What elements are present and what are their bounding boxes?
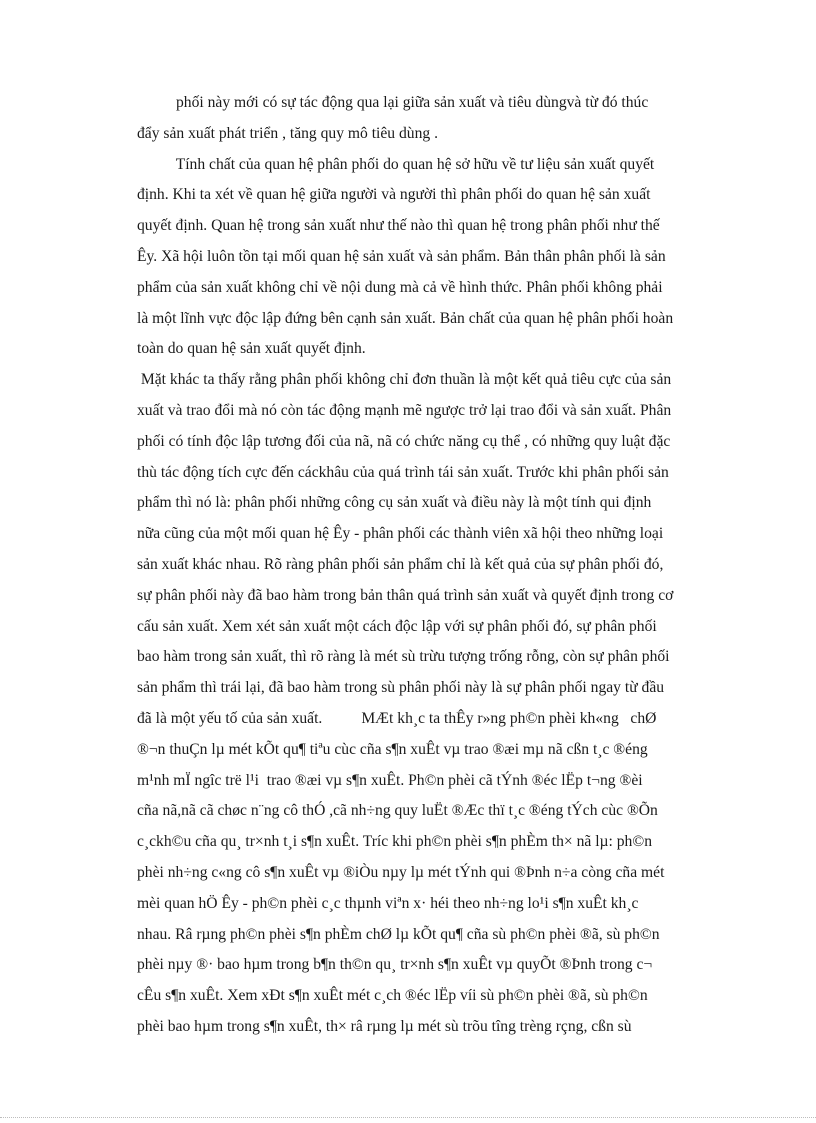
- text-line: quyết định. Quan hệ trong sản xuất như thế nào thì quan hệ trong phân phối như thế: [137, 217, 660, 235]
- text-line: Êy. Xã hội luôn tồn tại mối quan hệ sản xuất và sản phẩm. Bản thân phân phối là sản: [137, 247, 666, 265]
- text-line: cấu sản xuất. Xem xét sản xuất một cách độc lập với sự phân phối đó, sự phân phối: [137, 617, 657, 635]
- text-line: mèi quan hÖ Êy - ph©n phèi c¸c thµnh viªn x· héi theo nh÷ng lo¹i s¶n xuÊt kh¸c: [137, 894, 639, 912]
- text-line: sản xuất khác nhau. Rõ ràng phân phối sản phẩm chỉ là kết quả của sự phân phối đó,: [137, 555, 664, 573]
- text-line: phối này mới có sự tác động qua lại giữa sản xuất và tiêu dùngvà từ đó thúc: [137, 94, 649, 111]
- page-bottom-rule: [0, 1117, 816, 1118]
- text-line: là một lĩnh vực độc lập đứng bên cạnh sản xuất. Bản chất của quan hệ phân phối hoàn: [137, 309, 674, 327]
- text-line: xuất và trao đổi mà nó còn tác động mạnh mẽ ngược trở lại trao đổi và sản xuất. Phân: [137, 401, 672, 419]
- text-line: c¸ckh©u cña qu¸ tr×nh t¸i s¶n xuÊt. Tríc khi ph©n phèi s¶n phÈm th× nã lµ: ph©n: [137, 833, 652, 851]
- document-body: [137, 88, 768, 1043]
- text-line: phèi nh÷ng c«ng cô s¶n xuÊt vµ ®iÒu nµy lµ mét tÝnh qui ®Þnh n÷a còng cña mét: [137, 863, 665, 881]
- text-line: nữa cũng của một mối quan hệ Êy - phân phối các thành viên xã hội theo những loại: [137, 525, 664, 543]
- text-line: ®¬n thuÇn lµ mét kÕt qu¶ tiªu cùc cña s¶n xuÊt vµ trao ®æi mµ nã cßn t¸c ®éng: [137, 740, 648, 758]
- text-line: phẩm của sản xuất không chỉ về nội dung mà cả về hình thức. Phân phối không phải: [137, 278, 663, 296]
- text-line: cÊu s¶n xuÊt. Xem xÐt s¶n xuÊt mét c¸ch ®éc lËp víi sù ph©n phèi ®ã, sù ph©n: [137, 987, 648, 1005]
- text-line: toàn do quan hệ sản xuất quyết định.: [137, 340, 366, 358]
- text-line: sự phân phối này đã bao hàm trong bản thân quá trình sản xuất và quyết định trong cơ: [137, 586, 674, 604]
- text-line: Tính chất của quan hệ phân phối do quan hệ sở hữu về tư liệu sản xuất quyết: [137, 155, 655, 173]
- text-line: phẩm thì nó là: phân phối những công cụ sản xuất và điều này là một tính qui định: [137, 494, 652, 512]
- text-line: phèi bao hµm trong s¶n xuÊt, th× râ rµng lµ mét sù trõu tîng trèng rçng, cßn sù: [137, 1017, 632, 1035]
- text-line: phối có tính độc lập tương đối của nã, nã có chức năng cụ thể , có những quy luật đặc: [137, 432, 671, 450]
- text-line: định. Khi ta xét về quan hệ giữa người và người thì phân phối do quan hệ sản xuất: [137, 186, 651, 204]
- text-line: m¹nh mÏ ngîc trë l¹i trao ®æi vµ s¶n xuÊt. Ph©n phèi cã tÝnh ®éc lËp t¬ng ®èi: [137, 771, 643, 789]
- text-line: thù tác động tích cực đến cáckhâu của quá trình tái sản xuất. Trước khi phân phối sản: [137, 463, 669, 481]
- text-line: phèi nµy ®· bao hµm trong b¶n th©n qu¸ tr×nh s¶n xuÊt vµ quyÕt ®Þnh trong c¬: [137, 956, 653, 974]
- text-line: nhau. Râ rµng ph©n phèi s¶n phÈm chØ lµ kÕt qu¶ cña sù ph©n phèi ®ã, sù ph©n: [137, 925, 660, 943]
- text-line: bao hàm trong sản xuất, thì rõ ràng là mét sù trừu tượng trống rỗng, còn sự phân phối: [137, 648, 670, 666]
- text-line: Mặt khác ta thấy rằng phân phối không chỉ đơn thuần là một kết quả tiêu cực của sản: [137, 371, 672, 389]
- text-line: sản phẩm thì trái lại, đã bao hàm trong sù phân phối này là sự phân phối ngay từ đầu: [137, 679, 665, 697]
- text-line: cña nã,nã cã chøc n¨ng cô thÓ ,cã nh÷ng quy luËt ®Æc thï t¸c ®éng tÝch cùc ®Õn: [137, 802, 658, 820]
- text-line: đẩy sản xuất phát triển , tăng quy mô tiêu dùng .: [137, 124, 438, 142]
- text-line: đã là một yếu tố của sản xuất. MÆt kh¸c ta thÊy r»ng ph©n phèi kh«ng chØ: [137, 709, 657, 727]
